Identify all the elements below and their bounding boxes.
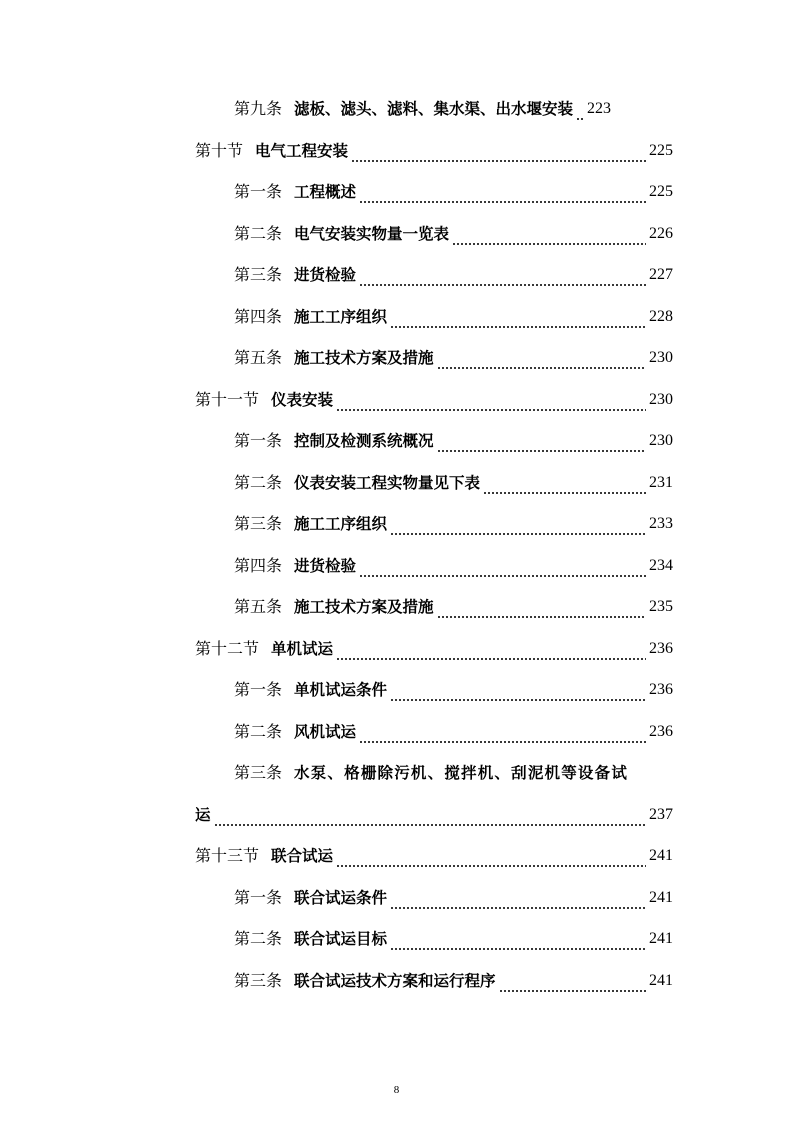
toc-entry-title: 联合试运技术方案和运行程序 (294, 971, 496, 990)
toc-leader-dots (390, 519, 646, 539)
toc-entry-title: 联合试运 (271, 847, 334, 865)
toc-entry-page: 241 (649, 971, 673, 989)
toc-leader-dots (576, 104, 584, 124)
toc-entry-page: 230 (649, 390, 673, 408)
toc-leader-dots (359, 270, 646, 290)
toc-entry-title: 进货检验 (294, 556, 357, 575)
toc-entry[interactable] (234, 551, 673, 581)
toc-leader-dots (390, 312, 646, 332)
toc-leader-dots (437, 602, 646, 622)
toc-entry[interactable] (195, 634, 673, 664)
toc-leader-dots (359, 187, 646, 207)
toc-entry[interactable] (234, 426, 673, 456)
toc-entry-title: 控制及检测系统概况 (294, 432, 434, 450)
toc-entry-title: 滤板、滤头、滤料、集水渠、出水堰安装 (294, 100, 574, 118)
toc-entry-page: 225 (649, 141, 673, 159)
page-number: 8 (393, 1084, 400, 1096)
toc-entry[interactable] (195, 385, 673, 415)
toc-entry[interactable] (234, 468, 673, 498)
toc-entry-number: 第一条 (234, 182, 283, 201)
toc-entry-title: 单机试运条件 (294, 681, 388, 699)
toc-entry[interactable] (195, 841, 673, 871)
toc-entry-title-continued: 运 (195, 805, 211, 824)
toc-leader-dots (359, 561, 646, 581)
toc-entry[interactable] (234, 966, 673, 996)
toc-entry-page: 236 (649, 722, 673, 740)
toc-leader-dots (351, 146, 646, 166)
toc-entry-title: 进货检验 (294, 266, 357, 284)
toc-entry-number: 第二条 (234, 721, 283, 741)
toc-entry-page: 235 (649, 598, 673, 615)
toc-entry-number: 第十节 (195, 140, 244, 160)
toc-entry-number: 第三条 (234, 763, 283, 782)
toc-entry[interactable] (234, 260, 673, 290)
toc-leader-dots (390, 934, 646, 954)
toc-entry-title: 单机试运 (271, 639, 334, 658)
toc-leader-dots (437, 353, 646, 373)
toc-entry-number: 第二条 (234, 223, 283, 243)
toc-entry[interactable] (195, 136, 673, 166)
toc-entry-page: 227 (649, 266, 673, 283)
toc-entry[interactable] (234, 343, 673, 373)
toc-entry[interactable] (234, 509, 673, 539)
toc-entry-number: 第二条 (234, 929, 283, 948)
toc-entry-title: 联合试运目标 (294, 930, 388, 948)
toc-entry[interactable] (234, 302, 673, 332)
toc-entry-page: 223 (587, 100, 612, 117)
toc-entry-page: 225 (649, 183, 673, 200)
toc-entry-number: 第三条 (234, 970, 283, 990)
toc-entry-title: 水泵、格栅除污机、搅拌机、刮泥机等设备试 (294, 764, 629, 782)
toc-leader-dots (214, 810, 646, 830)
toc-entry-wrapped-line-2[interactable] (195, 800, 673, 830)
toc-entry[interactable] (234, 883, 673, 913)
toc-leader-dots (336, 395, 646, 415)
toc-entry-page: 241 (649, 930, 673, 947)
toc-entry-title: 施工工序组织 (294, 307, 388, 326)
toc-entry-title: 施工技术方案及措施 (294, 349, 434, 367)
toc-entry-number: 第四条 (234, 555, 283, 575)
toc-entry-title: 风机试运 (294, 722, 357, 741)
toc-entry-page: 230 (649, 432, 673, 449)
toc-entry[interactable] (234, 219, 673, 249)
toc-entry[interactable] (234, 94, 673, 124)
toc-leader-dots (499, 976, 646, 996)
toc-entry-title: 施工技术方案及措施 (294, 598, 434, 616)
toc-entry-title: 联合试运条件 (294, 888, 388, 907)
toc-entry-wrapped-line-1[interactable] (234, 758, 673, 788)
toc-entry-number: 第十二节 (195, 638, 260, 658)
toc-entry-number: 第十三节 (195, 846, 260, 865)
toc-entry-number: 第一条 (234, 680, 283, 699)
toc-entry[interactable] (234, 717, 673, 747)
toc-entry-page: 241 (649, 847, 673, 864)
toc-entry-number: 第一条 (234, 431, 283, 450)
toc-entry-page: 234 (649, 556, 673, 574)
toc-entry-page: 226 (649, 224, 673, 242)
toc-leader-dots (483, 478, 646, 498)
toc-entry-page: 236 (649, 681, 673, 698)
toc-entry-page: 237 (649, 805, 673, 823)
toc-entry-title: 电气工程安装 (255, 141, 349, 160)
toc-entry-title: 工程概述 (294, 183, 357, 201)
toc-entry-title: 仪表安装 (271, 390, 334, 409)
toc-entry-number: 第一条 (234, 887, 283, 907)
toc-leader-dots (390, 685, 646, 705)
toc-entry-number: 第五条 (234, 597, 283, 616)
toc-entry-page: 230 (649, 349, 673, 366)
toc-entry-page: 241 (649, 888, 673, 906)
toc-entry[interactable] (234, 924, 673, 954)
toc-entry-number: 第九条 (234, 99, 283, 118)
toc-entry-number: 第三条 (234, 265, 283, 284)
toc-entry-title: 施工工序组织 (294, 515, 388, 533)
toc-leader-dots (336, 644, 646, 664)
toc-entry-number: 第二条 (234, 472, 283, 492)
toc-leader-dots (437, 436, 646, 456)
toc-leader-dots (359, 727, 646, 747)
toc-entry-number: 第五条 (234, 348, 283, 367)
toc-entry-number: 第十一节 (195, 389, 260, 409)
toc-entry-number: 第三条 (234, 514, 283, 533)
toc-leader-dots (390, 893, 646, 913)
toc-entry-page: 228 (649, 307, 673, 325)
toc-entry[interactable] (234, 177, 673, 207)
toc-entry[interactable] (234, 592, 673, 622)
toc-entry-page: 231 (649, 473, 673, 491)
toc-entry[interactable] (234, 675, 673, 705)
toc-leader-dots (452, 229, 646, 249)
toc-entry-title: 仪表安装工程实物量见下表 (294, 473, 481, 492)
toc-leader-dots (336, 851, 646, 871)
toc-entry-number: 第四条 (234, 306, 283, 326)
toc-entry-title: 电气安装实物量一览表 (294, 224, 450, 243)
toc-entry-page: 233 (649, 515, 673, 532)
toc-entry-page: 236 (649, 639, 673, 657)
